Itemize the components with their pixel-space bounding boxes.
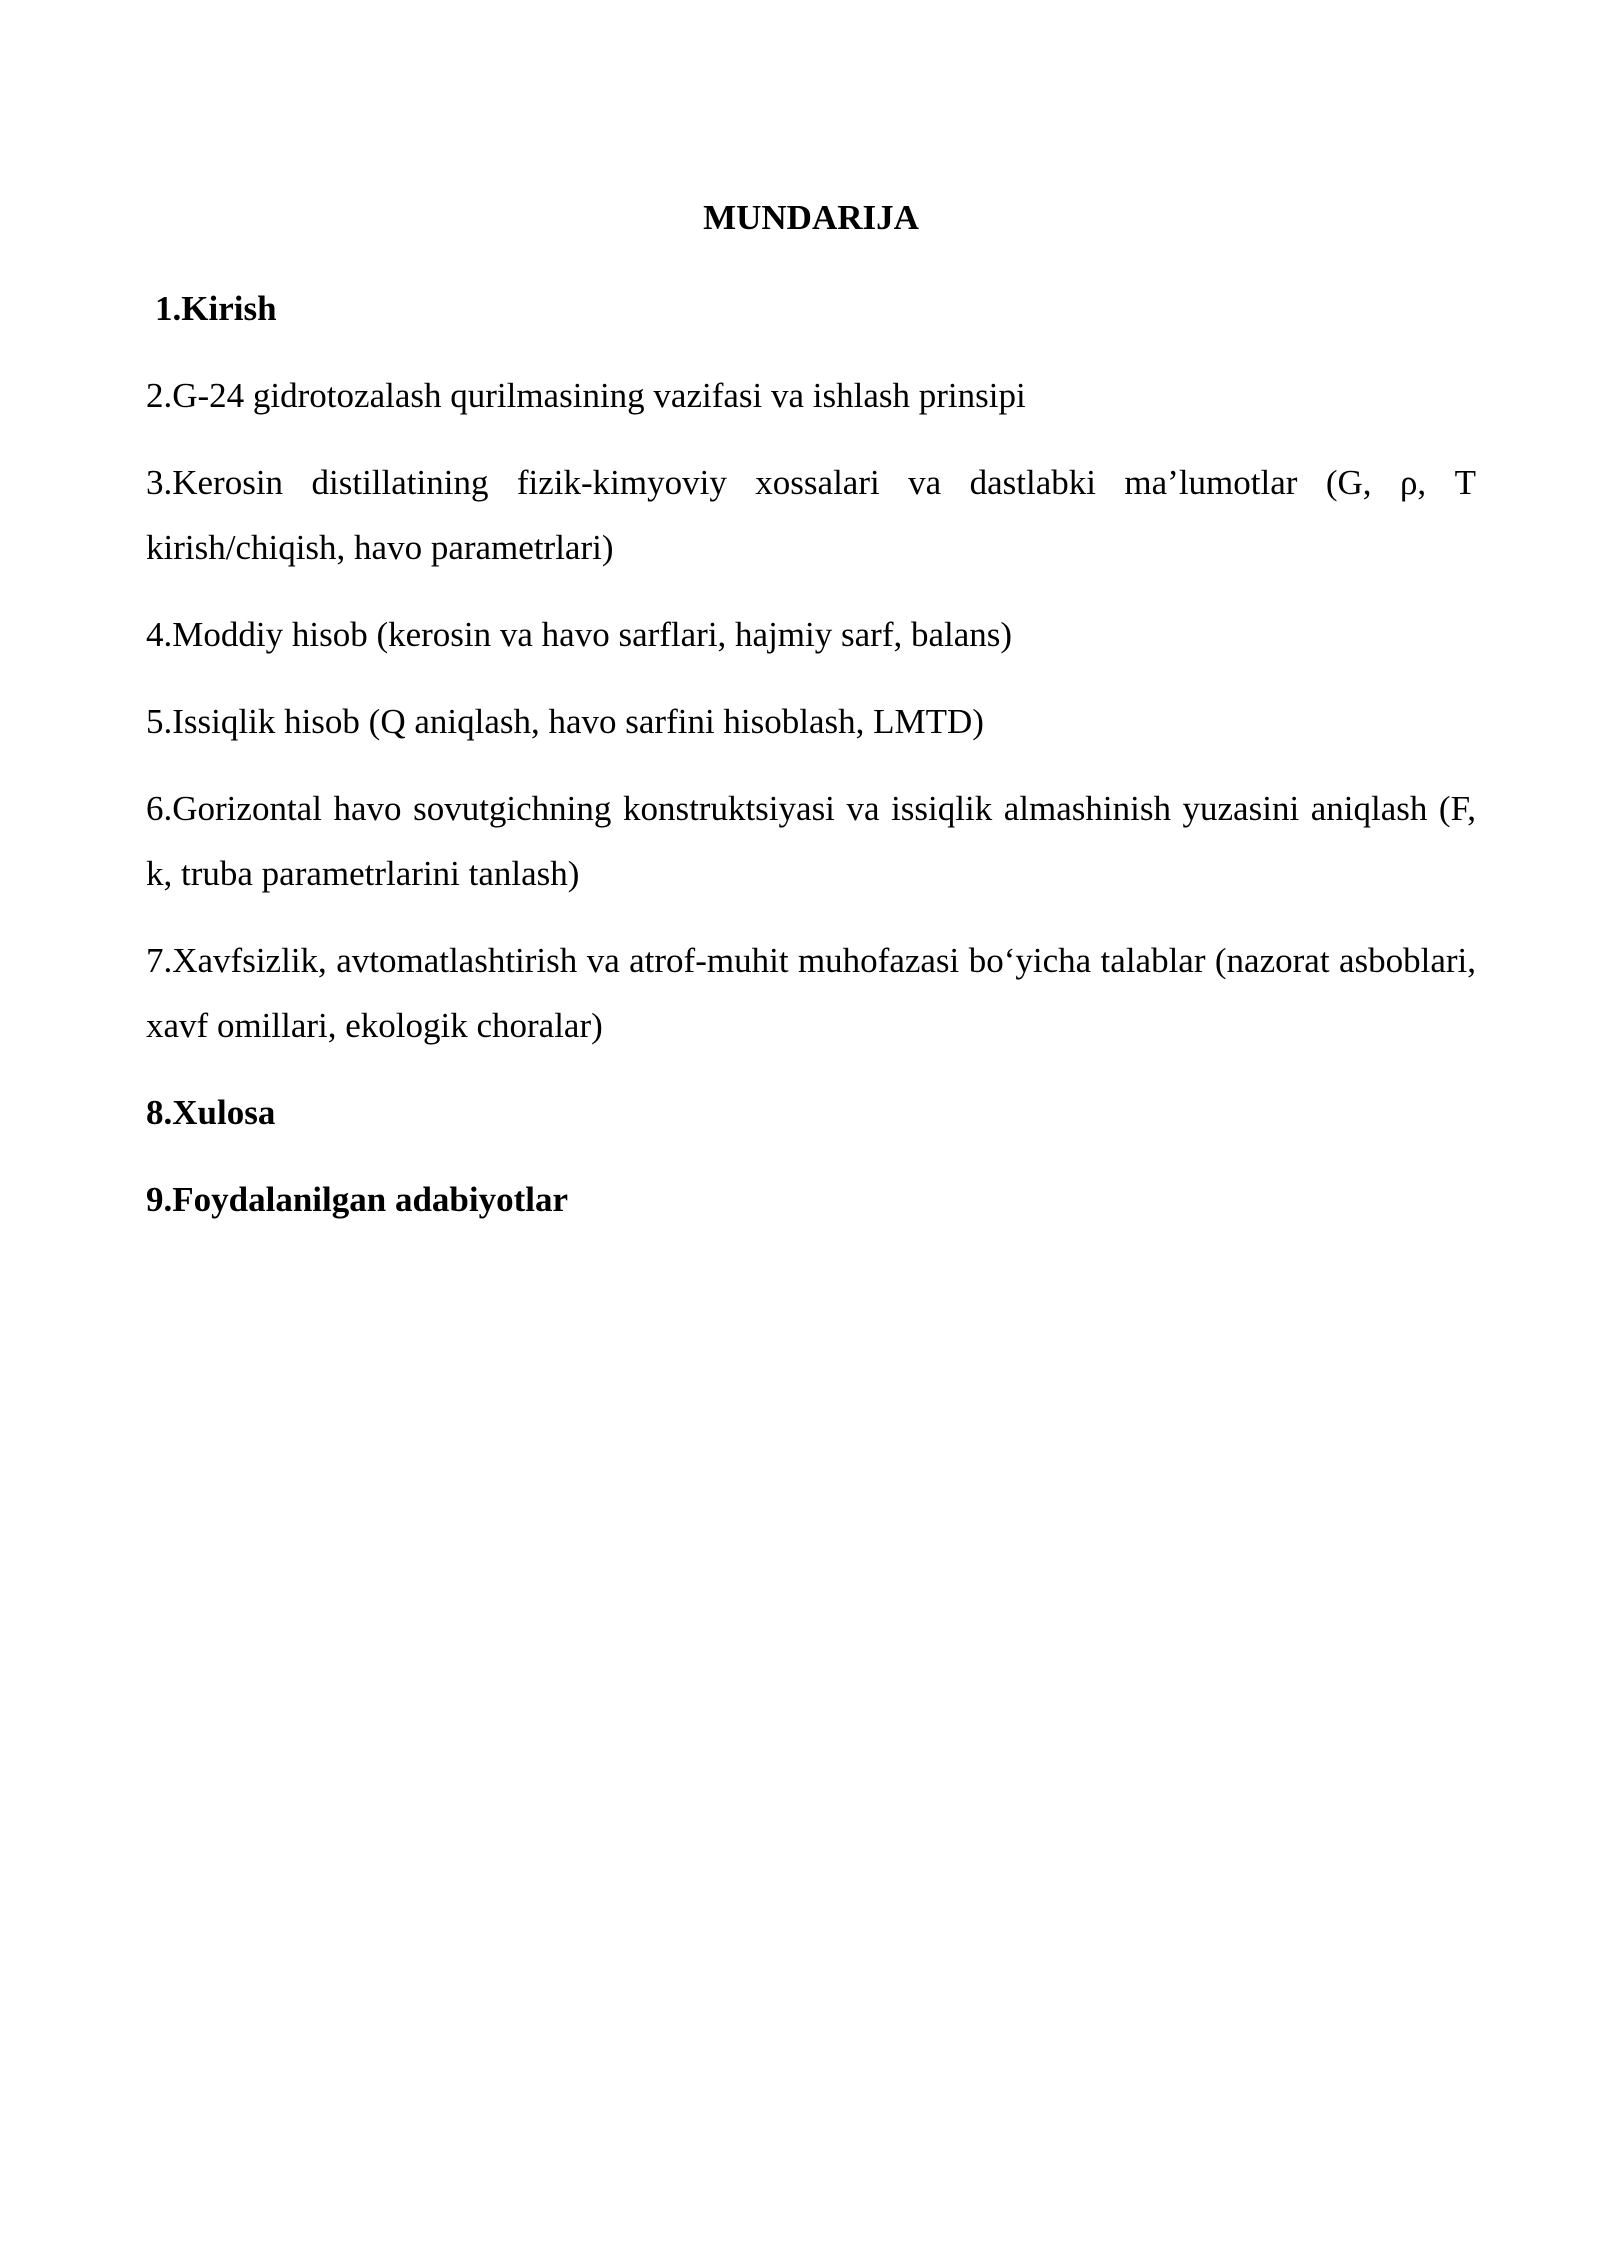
toc-item-unit-purpose: 2.G-24 gidrotozalash qurilmasining vazifasi va ishlash prinsipi [146,376,1026,415]
toc-item-safety-requirements: 7.Xavfsizlik, avtomatlashtirish va atrof-muhit muhofazasi bo‘yicha talablar (nazorat asboblari, xavf omillari, ekologik choralar) [146,941,1476,1045]
page-title: MUNDARIJA [703,198,919,237]
toc-item-conclusion: 8.Xulosa [146,1093,276,1132]
toc-item-heat-balance: 5.Issiqlik hisob (Q aniqlash, havo sarfini hisoblash, LMTD) [146,702,984,741]
toc-item-material-balance: 4.Moddiy hisob (kerosin va havo sarflari, hajmiy sarf, balans) [146,615,1013,654]
toc-item-air-cooler-design: 6.Gorizontal havo sovutgichning konstruktsiyasi va issiqlik almashinish yuzasini aniqlash (F, k, truba parametrlarini tanlash) [146,789,1476,893]
toc-item-introduction: 1.Kirish [155,289,277,328]
table-of-contents [146,190,1476,1254]
toc-list [146,276,1476,1232]
toc-item-references: 9.Foydalanilgan adabiyotlar [146,1180,569,1219]
toc-item-kerosene-properties: 3.Kerosin distillatining fizik-kimyoviy xossalari va dastlabki ma’lumotlar (G, ρ, T kirish/chiqish, havo parametrlari) [146,463,1476,567]
